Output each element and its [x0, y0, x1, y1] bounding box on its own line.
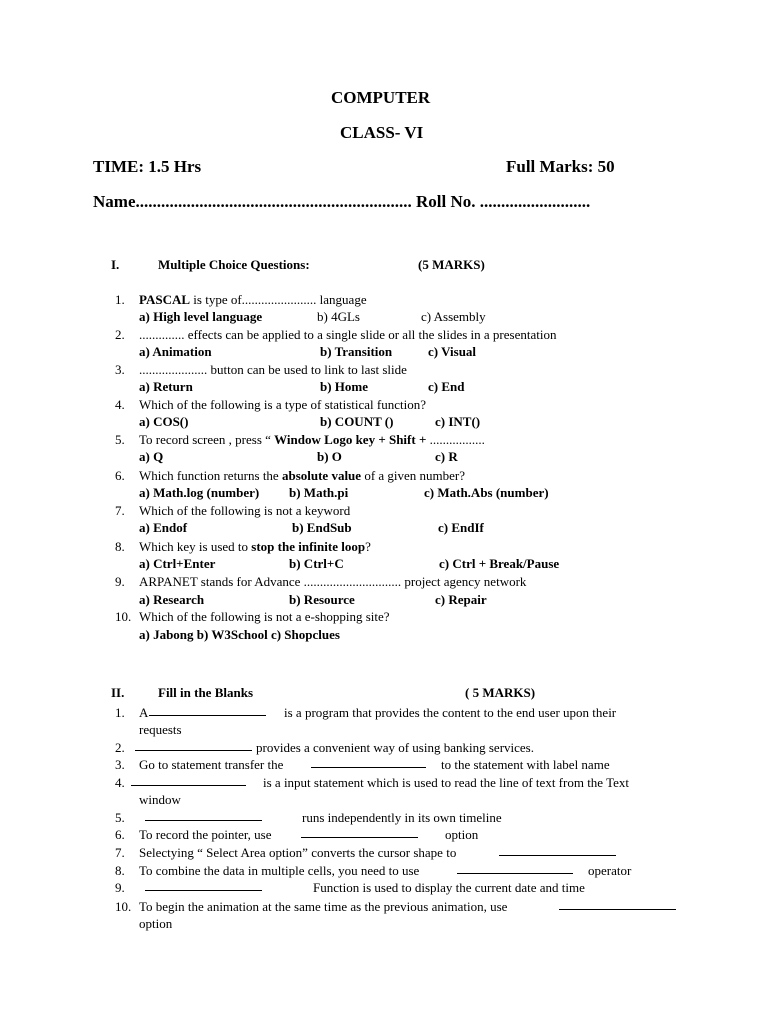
fill-text: Function is used to display the current date and time [313, 880, 585, 895]
fill-text: is a program that provides the content to the end user upon their [284, 705, 617, 720]
mcq-question: ..................... button can be used to link to last slide [139, 362, 407, 377]
answer-blank [145, 808, 262, 821]
mcq-number: 9. [115, 574, 125, 589]
fill-number: 1. [115, 705, 125, 720]
fill-text: is a input statement which is used to read the line of text from the Text [263, 775, 630, 790]
fill-text: Go to statement transfer the [139, 757, 284, 772]
mcq-option-c: c) Visual [428, 344, 477, 359]
fill-text: To combine the data in multiple cells, you need to use [139, 863, 420, 878]
fill-number: 6. [115, 827, 125, 842]
mcq-option-b: b) Home [320, 379, 369, 394]
mcq-option-a: a) Research [139, 592, 205, 607]
time-label: TIME: 1.5 Hrs [93, 157, 202, 176]
mcq-question: ARPANET stands for Advance .............................. project agency network [139, 574, 527, 589]
fill-text: to the statement with label name [441, 757, 610, 772]
mcq-option-a: a) Animation [139, 344, 212, 359]
class-label: CLASS- VI [340, 123, 424, 142]
mcq-number: 6. [115, 468, 125, 483]
mcq-question: Which key is used to stop the infinite loop? [139, 539, 371, 554]
answer-blank [145, 878, 262, 891]
section2-title: Fill in the Blanks [158, 685, 253, 700]
mcq-question: Which of the following is not a keyword [139, 503, 351, 518]
mcq-option-b: b) Math.pi [289, 485, 349, 500]
mcq-option-c: c) EndIf [438, 520, 484, 535]
mcq-number: 1. [115, 292, 125, 307]
section2-marks: ( 5 MARKS) [465, 685, 536, 700]
mcq-option-b: b) O [317, 449, 342, 464]
mcq-option-c: c) Repair [435, 592, 487, 607]
mcq-option-c: c) Math.Abs (number) [424, 485, 549, 500]
answer-blank [131, 773, 246, 786]
fill-number: 7. [115, 845, 125, 860]
fill-text: requests [139, 722, 182, 737]
mcq-option-b: b) 4GLs [317, 309, 360, 324]
mcq-question: Which function returns the absolute value of a given number? [139, 468, 466, 483]
mcq-option-a: a) High level language [139, 309, 263, 324]
fill-text: operator [588, 863, 632, 878]
mcq-option-b: b) EndSub [292, 520, 352, 535]
mcq-option-a: a) COS() [139, 414, 189, 429]
fill-number: 10. [115, 899, 132, 914]
section1-title: Multiple Choice Questions: [158, 257, 310, 272]
answer-blank [301, 825, 418, 838]
mcq-number: 10. [115, 609, 132, 624]
mcq-option-c: c) R [435, 449, 458, 464]
fill-text: option [139, 916, 173, 931]
mcq-option-c: c) Ctrl + Break/Pause [439, 556, 560, 571]
answer-blank [149, 703, 266, 716]
mcq-question: To record screen , press “ Window Logo key + Shift + ................. [139, 432, 485, 447]
full-marks-label: Full Marks: 50 [506, 157, 615, 176]
mcq-question: Which of the following is not a e-shopping site? [139, 609, 390, 624]
mcq-option-a: a) Return [139, 379, 193, 394]
mcq-option-b: b) COUNT () [320, 414, 394, 429]
mcq-option-c: c) INT() [435, 414, 481, 429]
mcq-question: Which of the following is a type of statistical function? [139, 397, 427, 412]
mcq-option-c: c) Assembly [421, 309, 486, 324]
answer-blank [457, 861, 573, 874]
mcq-question: .............. effects can be applied to a single slide or all the slides in a presentation [139, 327, 557, 342]
mcq-number: 8. [115, 539, 125, 554]
mcq-option-a: a) Ctrl+Enter [139, 556, 216, 571]
section1-number: I. [111, 257, 120, 272]
fill-number: 9. [115, 880, 125, 895]
fill-text: A [139, 705, 149, 720]
fill-text: To record the pointer, use [139, 827, 272, 842]
section2-number: II. [111, 685, 125, 700]
section1-marks: (5 MARKS) [418, 257, 485, 272]
mcq-option-a: a) Q [139, 449, 164, 464]
mcq-option-b: b) Transition [320, 344, 393, 359]
exam-subject-title: COMPUTER [331, 88, 431, 107]
mcq-option-b: b) Ctrl+C [289, 556, 344, 571]
answer-blank [499, 843, 616, 856]
mcq-options: a) Jabong b) W3School c) Shopclues [139, 627, 340, 642]
fill-number: 2. [115, 740, 125, 755]
fill-text: option [445, 827, 479, 842]
fill-text: runs independently in its own timeline [302, 810, 502, 825]
mcq-number: 4. [115, 397, 125, 412]
mcq-number: 2. [115, 327, 125, 342]
fill-text: provides a convenient way of using banking services. [256, 740, 534, 755]
mcq-number: 3. [115, 362, 125, 377]
answer-blank [311, 755, 426, 768]
answer-blank [559, 897, 676, 910]
fill-number: 8. [115, 863, 125, 878]
mcq-option-a: a) Endof [139, 520, 188, 535]
fill-text: Selectying “ Select Area option” converts the cursor shape to [139, 845, 457, 860]
mcq-option-a: a) Math.log (number) [139, 485, 260, 500]
fill-number: 3. [115, 757, 125, 772]
fill-number: 4. [115, 775, 125, 790]
mcq-option-c: c) End [428, 379, 465, 394]
name-roll-line: Name................................................................. Roll No. .......................... [93, 192, 591, 211]
fill-text: window [139, 792, 181, 807]
mcq-number: 5. [115, 432, 125, 447]
fill-number: 5. [115, 810, 125, 825]
mcq-question: PASCAL is type of....................... language [139, 292, 367, 307]
mcq-number: 7. [115, 503, 125, 518]
fill-text: To begin the animation at the same time as the previous animation, use [139, 899, 508, 914]
answer-blank [135, 738, 252, 751]
mcq-option-b: b) Resource [289, 592, 355, 607]
